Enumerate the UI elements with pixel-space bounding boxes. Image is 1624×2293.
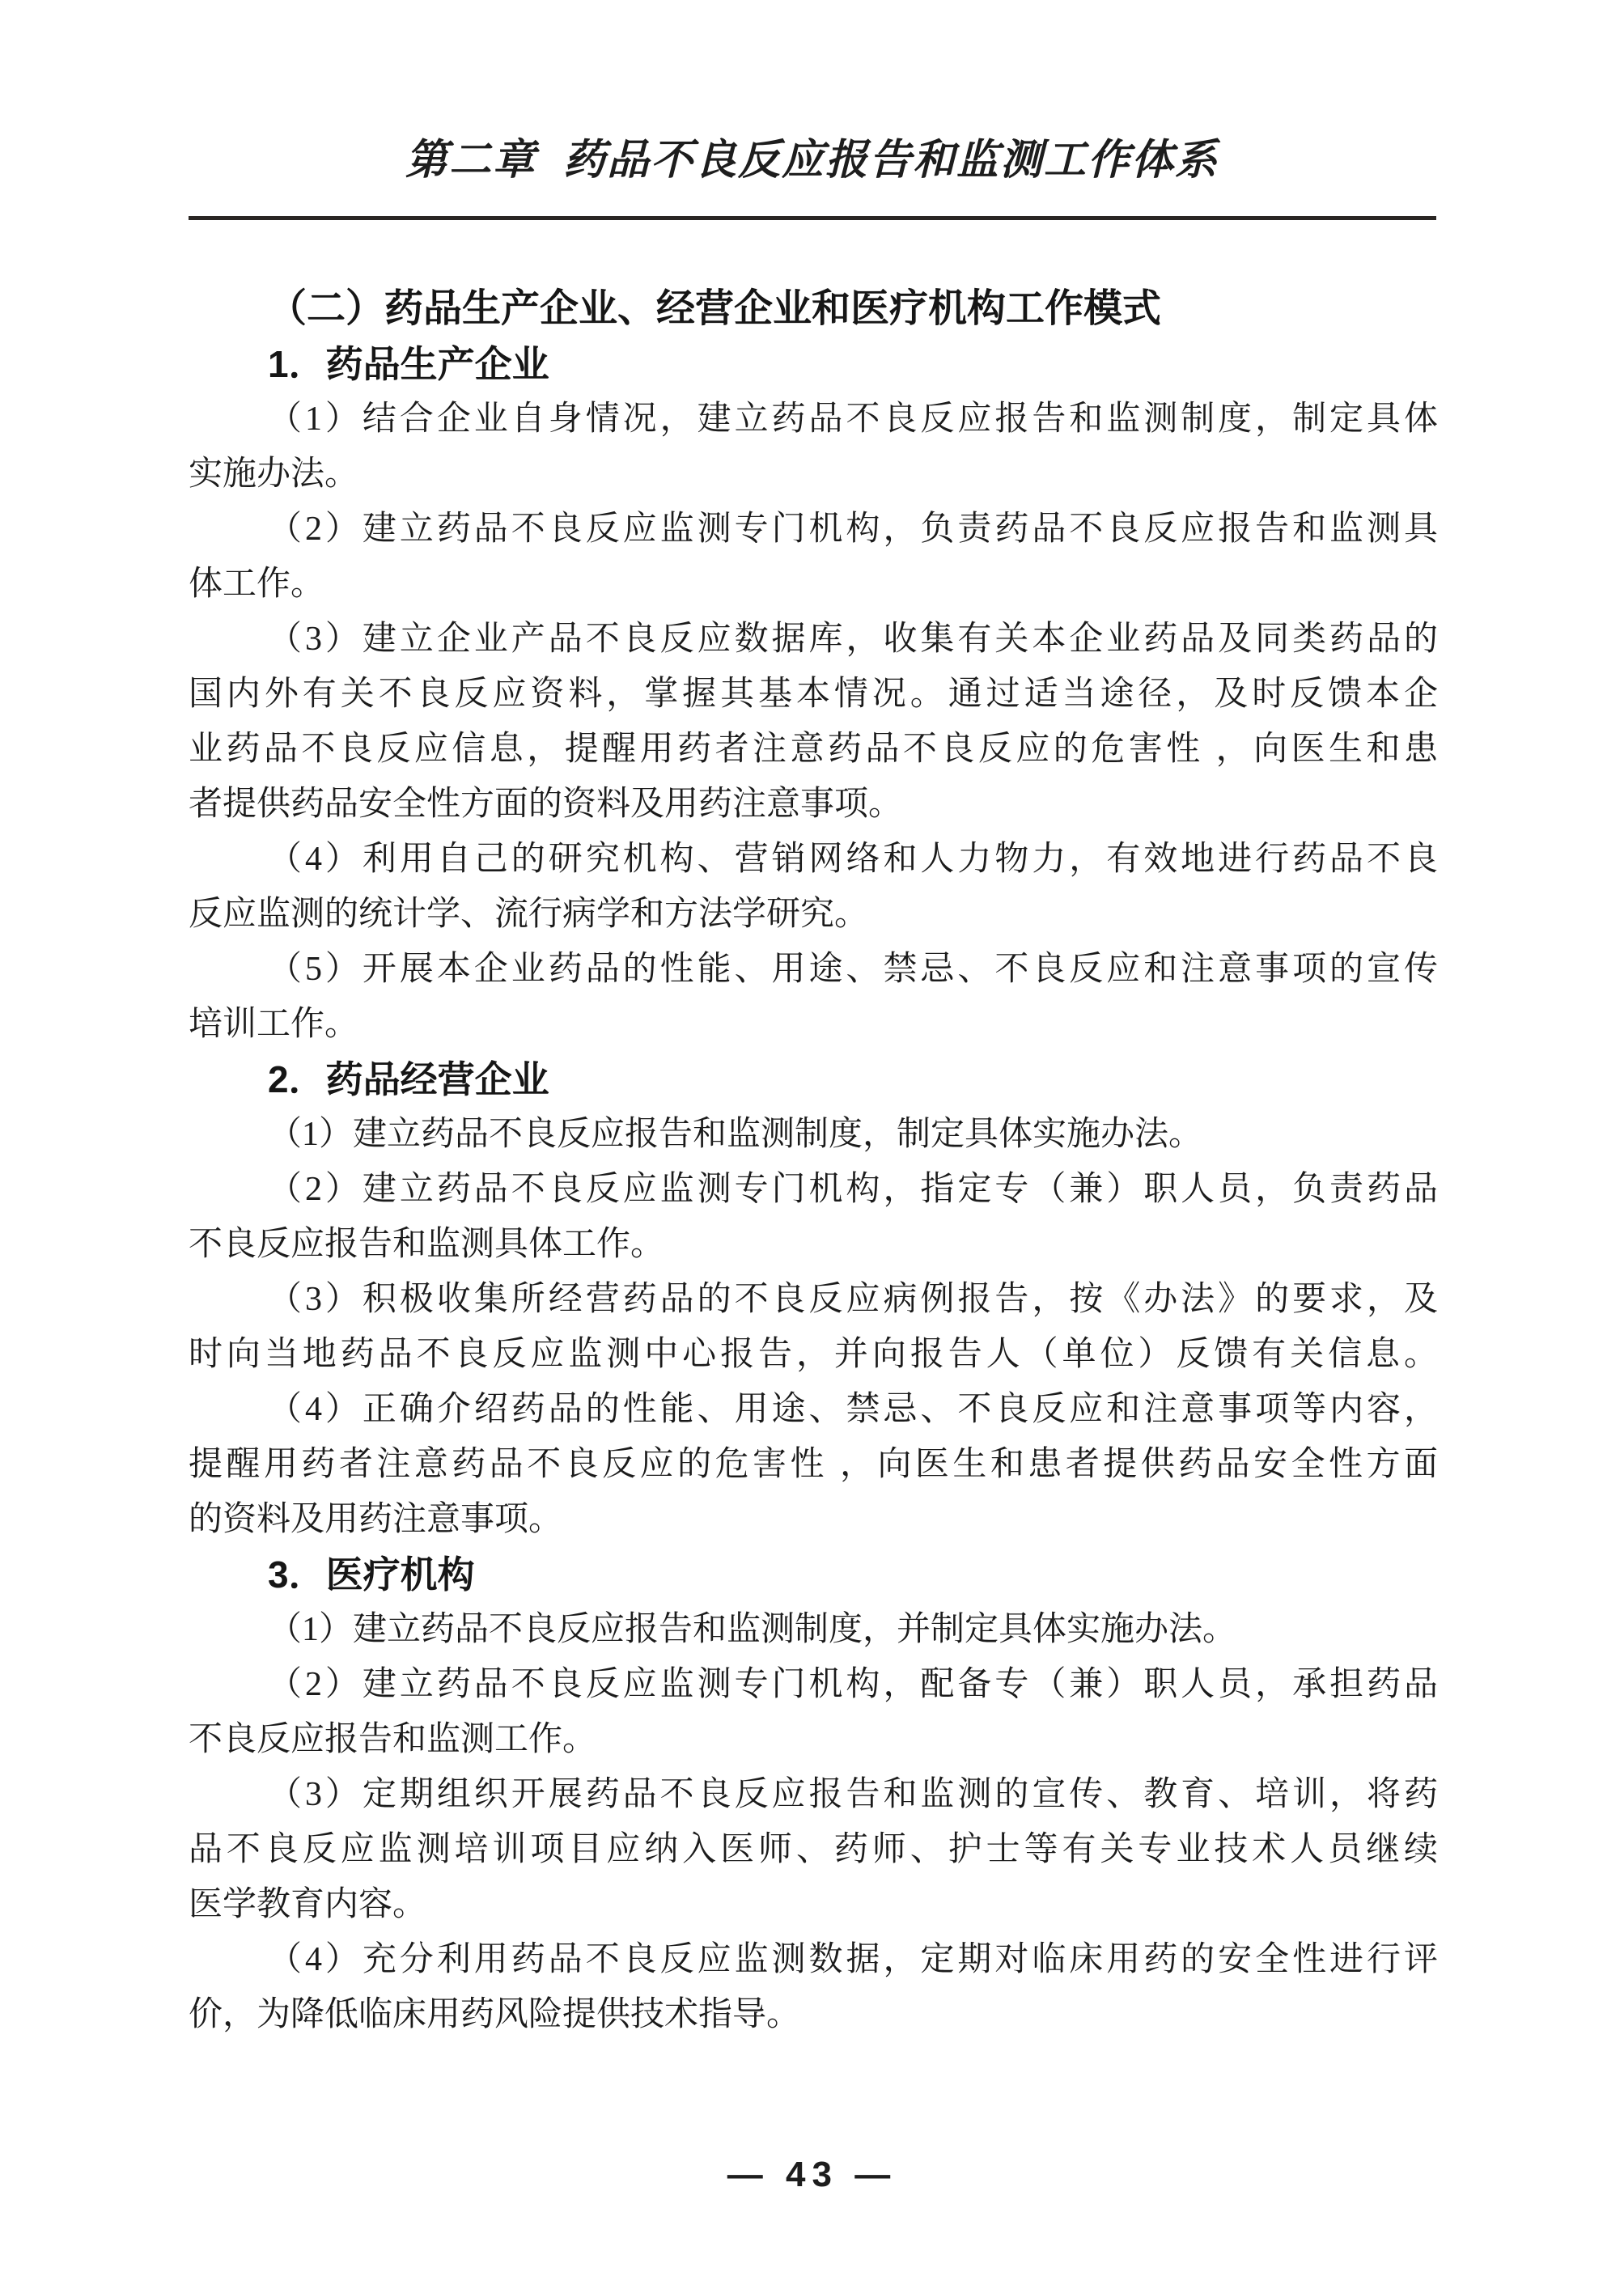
text-line: 医学教育内容。	[189, 1886, 427, 1923]
text-line: （4）正确介绍药品的性能、用途、禁忌、不良反应和注意事项等内容，	[268, 1391, 1438, 1428]
text-line: （1）建立药品不良反应报告和监测制度，制定具体实施办法。	[268, 1116, 1203, 1153]
text-line: （2）建立药品不良反应监测专门机构，负责药品不良反应报告和监测具	[268, 511, 1438, 548]
text-line: 提醒用药者注意药品不良反应的危害性 ，向医生和患者提供药品安全性方面	[189, 1446, 1438, 1483]
text-line: （3）积极收集所经营药品的不良反应病例报告，按《办法》的要求，及	[268, 1281, 1438, 1318]
text-line: 者提供药品安全性方面的资料及用药注意事项。	[189, 786, 903, 823]
text-line: 的资料及用药注意事项。	[189, 1501, 563, 1538]
text-line: （5）开展本企业药品的性能、用途、禁忌、不良反应和注意事项的宣传	[268, 951, 1438, 988]
text-line: （1）建立药品不良反应报告和监测制度，并制定具体实施办法。	[268, 1611, 1237, 1648]
text-line: （4）利用自己的研究机构、营销网络和人力物力，有效地进行药品不良	[268, 841, 1438, 878]
text-line: 业药品不良反应信息，提醒用药者注意药品不良反应的危害性 ，向医生和患	[189, 731, 1438, 768]
text-line: （3）建立企业产品不良反应数据库，收集有关本企业药品及同类药品的	[268, 621, 1438, 658]
text-line: （2）建立药品不良反应监测专门机构，指定专（兼）职人员，负责药品	[268, 1171, 1438, 1208]
text-line: 时向当地药品不良反应监测中心报告，并向报告人（单位）反馈有关信息。	[189, 1336, 1438, 1373]
body-text-block	[189, 282, 1438, 2042]
text-line: （2）建立药品不良反应监测专门机构，配备专（兼）职人员，承担药品	[268, 1666, 1438, 1703]
text-line: （3）定期组织开展药品不良反应报告和监测的宣传、教育、培训，将药	[268, 1776, 1438, 1813]
text-line: 反应监测的统计学、流行病学和方法学研究。	[189, 896, 869, 933]
text-line: 国内外有关不良反应资料，掌握其基本情况。通过适当途径，及时反馈本企	[189, 676, 1438, 713]
text-line: （1）结合企业自身情况，建立药品不良反应报告和监测制度，制定具体	[268, 401, 1438, 438]
text-line: 实施办法。	[189, 456, 359, 493]
text-line: 体工作。	[189, 566, 325, 603]
header-divider-rule	[189, 216, 1436, 220]
text-line: （4）充分利用药品不良反应监测数据，定期对临床用药的安全性进行评	[268, 1941, 1438, 1978]
text-line: 品不良反应监测培训项目应纳入医师、药师、护士等有关专业技术人员继续	[189, 1831, 1438, 1868]
chapter-header: 第二章 药品不良反应报告和监测工作体系	[405, 137, 1219, 184]
text-line: 培训工作。	[189, 1006, 359, 1043]
page-number: — 43 —	[727, 2155, 897, 2194]
subsection-heading-3: 3．医疗机构	[268, 1553, 475, 1596]
subsection-heading-2: 2．药品经营企业	[268, 1058, 549, 1100]
text-line: 不良反应报告和监测工作。	[189, 1721, 597, 1758]
text-line: 不良反应报告和监测具体工作。	[189, 1226, 665, 1263]
text-line: 价，为降低临床用药风险提供技术指导。	[189, 1996, 801, 2033]
subsection-heading-1: 1．药品生产企业	[268, 343, 549, 385]
section-heading: （二）药品生产企业、经营企业和医疗机构工作模式	[268, 287, 1162, 330]
